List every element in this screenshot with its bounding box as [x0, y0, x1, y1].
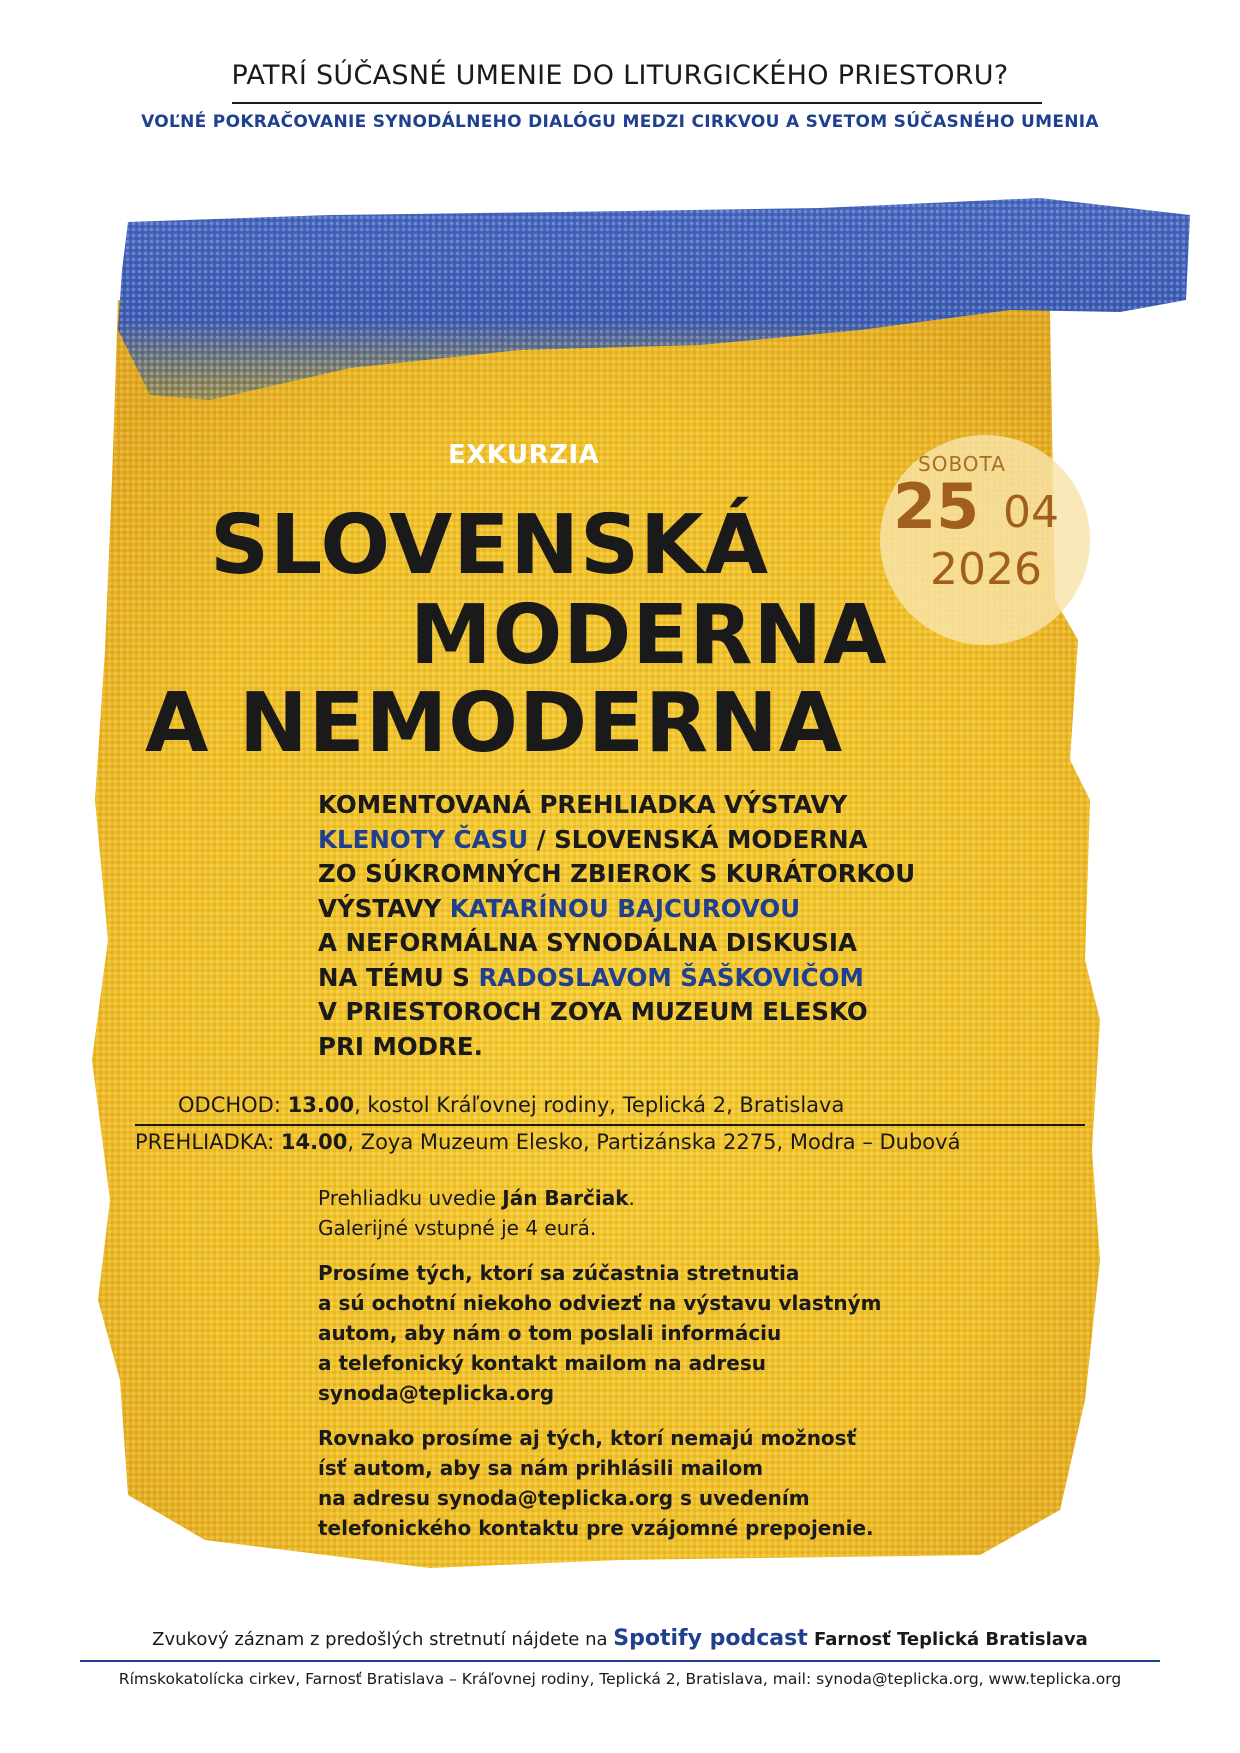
date-weekday: SOBOTA [918, 452, 1006, 476]
description-line: PRI MODRE. [318, 1031, 483, 1061]
description-line: NA TÉMU S RADOSLAVOM ŠAŠKOVIČOM [318, 962, 864, 992]
description-line: KLENOTY ČASU / SLOVENSKÁ MODERNA [318, 824, 868, 854]
note-line: ísť autom, aby sa nám prihlásili mailom [318, 1456, 764, 1480]
date-month: 04 [1003, 487, 1059, 538]
event-eyebrow: EXKURZIA [448, 440, 600, 470]
drivers-note [318, 1258, 881, 1408]
tour-info [135, 1130, 960, 1154]
event-title-line-3: A NEMODERNA [145, 676, 844, 771]
intro-note: Prehliadku uvedie Ján Barčiak. Galerijné vstupné je 4 eurá. [318, 1183, 635, 1243]
departure-label: ODCHOD: [178, 1093, 281, 1117]
description-line: ZO SÚKROMNÝCH ZBIEROK S KURÁTORKOU [318, 859, 916, 888]
parish-name: Farnosť Teplická Bratislava [807, 1629, 1088, 1650]
tour-label: PREHLIADKA: [135, 1130, 275, 1154]
date-year: 2026 [930, 544, 1042, 595]
exhibition-name: KLENOTY ČASU [318, 824, 529, 854]
note-line: telefonického kontaktu pre vzájomné prepojenie. [318, 1516, 874, 1540]
footer-divider [80, 1660, 1160, 1662]
spotify-podcast-link[interactable]: Spotify podcast [613, 1626, 808, 1651]
event-title-line-1: SLOVENSKÁ [210, 498, 770, 593]
departure-place: , kostol Kráľovnej rodiny, Teplická 2, Bratislava [354, 1093, 845, 1117]
description-line: KOMENTOVANÁ PREHLIADKA VÝSTAVY [318, 790, 848, 819]
tour-time: 14.00 [280, 1130, 348, 1154]
curator-name: KATARÍNOU BAJCUROVOU [449, 893, 801, 923]
event-title-line-2: MODERNA [410, 588, 888, 683]
event-description [318, 788, 915, 1064]
description-line: A NEFORMÁLNA SYNODÁLNA DISKUSIA [318, 928, 857, 957]
header-title: PATRÍ SÚČASNÉ UMENIE DO LITURGICKÉHO PRIESTORU? [231, 60, 1009, 91]
note-line: a sú ochotní niekoho odviezť na výstavu vlastným [318, 1291, 882, 1315]
departure-info [178, 1093, 844, 1117]
note-line: autom, aby nám o tom poslali informáciu [318, 1321, 782, 1345]
guide-name: Ján Barčiak [502, 1186, 629, 1210]
schedule-divider [135, 1124, 1085, 1126]
note-line: na adresu synoda@teplicka.org s uvedením [318, 1486, 810, 1510]
note-line: Rovnako prosíme aj tých, ktorí nemajú možnosť [318, 1426, 857, 1450]
departure-time: 13.00 [287, 1093, 355, 1117]
note-line: Prosíme tých, ktorí sa zúčastnia stretnutia [318, 1261, 800, 1285]
description-line: V PRIESTOROCH ZOYA MUZEUM ELESKO [318, 997, 868, 1026]
header-subtitle: VOĽNÉ POKRAČOVANIE SYNODÁLNEHO DIALÓGU MEDZI CIRKVOU A SVETOM SÚČASNÉHO UMENIA [141, 112, 1099, 132]
date-day: 25 [893, 470, 980, 543]
guest-name: RADOSLAVOM ŠAŠKOVIČOM [478, 962, 864, 992]
description-line: VÝSTAVY KATARÍNOU BAJCUROVOU [318, 893, 801, 923]
email-text: synoda@teplicka.org [318, 1381, 555, 1405]
note-line: a telefonický kontakt mailom na adresu [318, 1351, 766, 1375]
passengers-note [318, 1423, 874, 1543]
tour-place: , Zoya Muzeum Elesko, Partizánska 2275, Modra – Dubová [347, 1130, 961, 1154]
address-footer: Rímskokatolícka cirkev, Farnosť Bratislava – Kráľovnej rodiny, Teplická 2, Bratislava, mail: synoda@teplicka.org, www.teplicka.org [118, 1670, 1122, 1688]
podcast-footer: Zvukový záznam z predošlých stretnutí nájdete na Spotify podcast Farnosť Teplická Bratislava [152, 1626, 1088, 1651]
fee-note: Galerijné vstupné je 4 eurá. [318, 1216, 597, 1240]
